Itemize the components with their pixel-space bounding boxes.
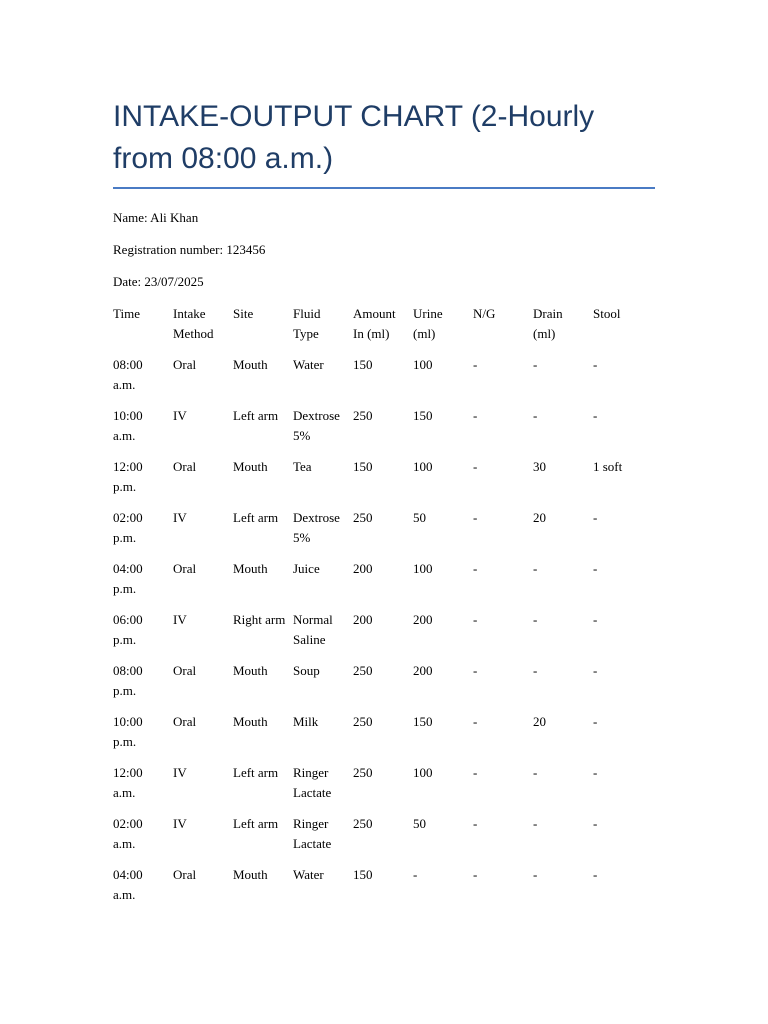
- cell-intake-method: Oral: [173, 357, 197, 372]
- cell-amount-in: 250: [353, 510, 373, 525]
- cell-drain: -: [533, 867, 538, 882]
- cell-fluid-type: Water: [293, 867, 324, 882]
- cell-amount-in: 250: [353, 765, 373, 780]
- cell-urine: 50: [413, 510, 426, 525]
- cell-site: Mouth: [233, 357, 268, 372]
- table-row: [113, 508, 653, 559]
- cell-site: Mouth: [233, 867, 268, 882]
- cell-amount-in: 200: [353, 612, 373, 627]
- cell-amount-in: 250: [353, 408, 373, 423]
- cell-urine: 200: [413, 612, 433, 627]
- cell-ng: -: [473, 357, 478, 372]
- cell-drain: 20: [533, 510, 546, 525]
- cell-urine: 100: [413, 765, 433, 780]
- cell-urine: 50: [413, 816, 426, 831]
- cell-intake-method: Oral: [173, 663, 197, 678]
- cell-intake-method: IV: [173, 612, 187, 627]
- table-row: [113, 865, 653, 916]
- column-header-fluid-type: Fluid Type: [293, 306, 321, 341]
- cell-site: Mouth: [233, 561, 268, 576]
- cell-intake-method: IV: [173, 408, 187, 423]
- cell-ng: -: [473, 408, 478, 423]
- cell-amount-in: 250: [353, 816, 373, 831]
- cell-drain: -: [533, 408, 538, 423]
- column-header-ng: N/G: [473, 306, 496, 321]
- cell-intake-method: Oral: [173, 867, 197, 882]
- cell-drain: 20: [533, 714, 546, 729]
- cell-time: 12:00 a.m.: [113, 765, 143, 800]
- table-row: [113, 457, 653, 508]
- cell-ng: -: [473, 867, 478, 882]
- table-row: [113, 712, 653, 763]
- cell-drain: -: [533, 561, 538, 576]
- column-header-stool: Stool: [593, 306, 621, 321]
- cell-stool: -: [593, 510, 598, 525]
- cell-ng: -: [473, 714, 478, 729]
- cell-intake-method: Oral: [173, 714, 197, 729]
- table-row: [113, 610, 653, 661]
- cell-time: 08:00 a.m.: [113, 357, 143, 392]
- cell-ng: -: [473, 816, 478, 831]
- document-title: INTAKE-OUTPUT CHART (2-Hourly from 08:00 a.m.): [113, 96, 655, 189]
- cell-site: Mouth: [233, 663, 268, 678]
- cell-stool: -: [593, 561, 598, 576]
- table-row: [113, 661, 653, 712]
- cell-time: 02:00 a.m.: [113, 816, 143, 851]
- cell-urine: 100: [413, 459, 433, 474]
- patient-name: Name: Ali Khan: [113, 210, 199, 225]
- cell-fluid-type: Soup: [293, 663, 320, 678]
- cell-amount-in: 250: [353, 714, 373, 729]
- cell-fluid-type: Ringer Lactate: [293, 765, 332, 800]
- cell-site: Left arm: [233, 765, 279, 780]
- cell-ng: -: [473, 612, 478, 627]
- cell-amount-in: 150: [353, 867, 373, 882]
- cell-time: 04:00 a.m.: [113, 867, 143, 902]
- chart-date: Date: 23/07/2025: [113, 274, 204, 289]
- cell-ng: -: [473, 459, 478, 474]
- cell-drain: -: [533, 765, 538, 780]
- cell-amount-in: 250: [353, 663, 373, 678]
- cell-urine: 100: [413, 357, 433, 372]
- cell-time: 02:00 p.m.: [113, 510, 143, 545]
- cell-fluid-type: Water: [293, 357, 324, 372]
- intake-output-table: [113, 304, 653, 916]
- column-header-amount-in: Amount In (ml): [353, 306, 396, 341]
- cell-site: Mouth: [233, 714, 268, 729]
- cell-time: 10:00 a.m.: [113, 408, 143, 443]
- cell-drain: -: [533, 816, 538, 831]
- table-row: [113, 559, 653, 610]
- cell-time: 10:00 p.m.: [113, 714, 143, 749]
- cell-stool: -: [593, 663, 598, 678]
- cell-intake-method: IV: [173, 510, 187, 525]
- cell-time: 12:00 p.m.: [113, 459, 143, 494]
- cell-intake-method: IV: [173, 816, 187, 831]
- cell-stool: -: [593, 714, 598, 729]
- table-row: [113, 406, 653, 457]
- cell-urine: 100: [413, 561, 433, 576]
- registration-number: Registration number: 123456: [113, 242, 266, 257]
- cell-drain: -: [533, 357, 538, 372]
- cell-site: Right arm: [233, 612, 286, 627]
- cell-stool: 1 soft: [593, 459, 623, 474]
- column-header-time: Time: [113, 306, 140, 321]
- column-header-drain: Drain (ml): [533, 306, 563, 341]
- table-body: [113, 355, 653, 916]
- cell-drain: -: [533, 663, 538, 678]
- cell-stool: -: [593, 408, 598, 423]
- column-header-urine: Urine (ml): [413, 306, 443, 341]
- cell-stool: -: [593, 765, 598, 780]
- cell-site: Left arm: [233, 408, 279, 423]
- column-header-intake-method: Intake Method: [173, 306, 214, 341]
- cell-site: Left arm: [233, 816, 279, 831]
- cell-stool: -: [593, 612, 598, 627]
- cell-urine: 150: [413, 714, 433, 729]
- cell-fluid-type: Dextrose 5%: [293, 510, 340, 545]
- cell-fluid-type: Tea: [293, 459, 312, 474]
- cell-ng: -: [473, 561, 478, 576]
- cell-amount-in: 200: [353, 561, 373, 576]
- cell-ng: -: [473, 765, 478, 780]
- cell-amount-in: 150: [353, 357, 373, 372]
- cell-ng: -: [473, 663, 478, 678]
- cell-intake-method: Oral: [173, 459, 197, 474]
- cell-time: 06:00 p.m.: [113, 612, 143, 647]
- column-header-site: Site: [233, 306, 254, 321]
- cell-fluid-type: Dextrose 5%: [293, 408, 340, 443]
- cell-fluid-type: Ringer Lactate: [293, 816, 332, 851]
- cell-urine: 150: [413, 408, 433, 423]
- cell-intake-method: IV: [173, 765, 187, 780]
- cell-time: 08:00 p.m.: [113, 663, 143, 698]
- cell-intake-method: Oral: [173, 561, 197, 576]
- cell-time: 04:00 p.m.: [113, 561, 143, 596]
- cell-stool: -: [593, 357, 598, 372]
- table-row: [113, 814, 653, 865]
- cell-fluid-type: Juice: [293, 561, 320, 576]
- table-row: [113, 763, 653, 814]
- cell-site: Mouth: [233, 459, 268, 474]
- cell-drain: -: [533, 612, 538, 627]
- document-page: [113, 0, 655, 916]
- cell-urine: -: [413, 867, 418, 882]
- cell-site: Left arm: [233, 510, 279, 525]
- cell-stool: -: [593, 867, 598, 882]
- table-row: [113, 355, 653, 406]
- cell-fluid-type: Normal Saline: [293, 612, 333, 647]
- cell-fluid-type: Milk: [293, 714, 319, 729]
- table-header-row: [113, 304, 653, 355]
- cell-amount-in: 150: [353, 459, 373, 474]
- cell-drain: 30: [533, 459, 546, 474]
- cell-urine: 200: [413, 663, 433, 678]
- cell-ng: -: [473, 510, 478, 525]
- cell-stool: -: [593, 816, 598, 831]
